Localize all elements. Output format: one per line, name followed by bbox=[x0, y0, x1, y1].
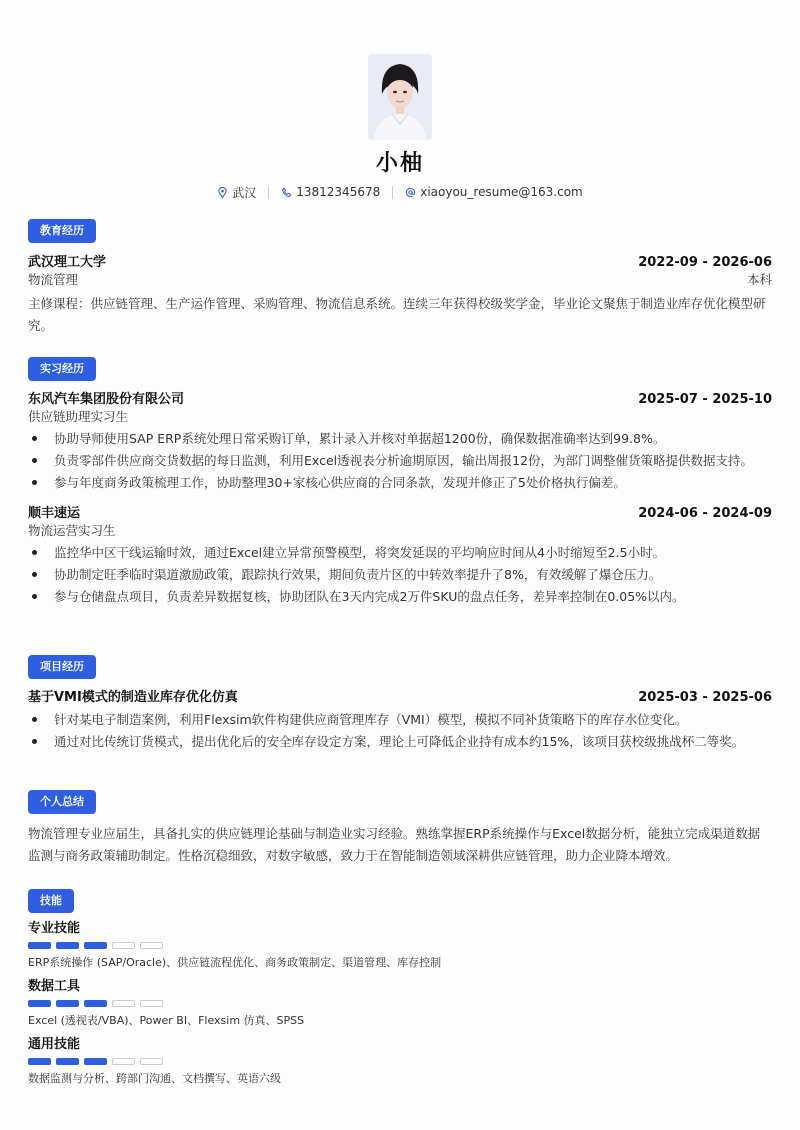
internship-entry bbox=[28, 505, 772, 605]
education-subheader bbox=[28, 271, 772, 288]
location-icon bbox=[217, 187, 228, 198]
contact-email[interactable] bbox=[405, 185, 583, 199]
bullet-item: 协助制定旺季临时渠道激励政策，跟踪执行效果，期间负责片区的中转效率提升了8%，有效缓解了爆仓压力。 bbox=[28, 566, 772, 583]
internship-header bbox=[28, 505, 772, 522]
company-name: 东风汽车集团股份有限公司 bbox=[28, 392, 185, 407]
internship-section bbox=[28, 357, 772, 605]
section-title: 技能 bbox=[28, 889, 74, 913]
project-header bbox=[28, 689, 772, 706]
section-title: 实习经历 bbox=[28, 357, 96, 381]
project-name: 基于VMI模式的制造业库存优化仿真 bbox=[28, 690, 238, 705]
skill-segment-empty bbox=[112, 1000, 135, 1007]
skill-segment-empty bbox=[140, 942, 163, 949]
internship-entry bbox=[28, 391, 772, 491]
skill-level-bar bbox=[28, 942, 772, 949]
bullet-item: 针对某电子制造案例，利用Flexsim软件构建供应商管理库存（VMI）模型，模拟不同补货策略下的库存水位变化。 bbox=[28, 711, 772, 728]
bullet-list bbox=[28, 430, 772, 491]
education-period: 2022-09 - 2026-06 bbox=[638, 255, 772, 270]
phone-icon bbox=[281, 187, 292, 198]
summary-section bbox=[28, 790, 772, 867]
major: 物流管理 bbox=[28, 272, 79, 287]
section-title: 教育经历 bbox=[28, 219, 96, 243]
skill-description: ERP系统操作 (SAP/Oracle)、供应链流程优化、商务政策制定、渠道管理、库存控制 bbox=[28, 956, 442, 969]
skill-segment-filled bbox=[56, 1058, 79, 1065]
role-title: 物流运营实习生 bbox=[28, 523, 116, 538]
skill-segment-filled bbox=[28, 942, 51, 949]
internship-header bbox=[28, 391, 772, 408]
contact-location bbox=[217, 184, 256, 201]
education-header bbox=[28, 254, 772, 271]
skill-segment-filled bbox=[56, 1000, 79, 1007]
divider bbox=[268, 186, 269, 199]
contact-phone bbox=[281, 185, 380, 199]
skill-segment-filled bbox=[56, 942, 79, 949]
internship-role bbox=[28, 408, 772, 425]
skill-description: Excel (透视表/VBA)、Power BI、Flexsim 仿真、SPSS bbox=[28, 1014, 305, 1027]
skill-segment-filled bbox=[28, 1000, 51, 1007]
skill-title: 数据工具 bbox=[28, 979, 81, 994]
phone-text: 13812345678 bbox=[296, 185, 381, 199]
skill-segment-filled bbox=[84, 1000, 107, 1007]
skill-segment-filled bbox=[28, 1058, 51, 1065]
skill-segment-empty bbox=[140, 1000, 163, 1007]
skill-segment-empty bbox=[112, 942, 135, 949]
degree: 本科 bbox=[746, 272, 772, 287]
contact-bar bbox=[0, 183, 800, 201]
skill-level-bar bbox=[28, 1000, 772, 1007]
divider bbox=[392, 186, 393, 199]
internship-period: 2024-06 - 2024-09 bbox=[638, 506, 772, 521]
skill-description: 数据监测与分析、跨部门沟通、文档撰写、英语六级 bbox=[28, 1072, 281, 1085]
internship-role bbox=[28, 522, 772, 539]
skill-segment-empty bbox=[140, 1058, 163, 1065]
skill-level-bar bbox=[28, 1058, 772, 1065]
bullet-item: 参与仓储盘点项目，负责差异数据复核，协助团队在3天内完成2万件SKU的盘点任务，差异率控制在0.05%以内。 bbox=[28, 588, 772, 605]
company-name: 顺丰速运 bbox=[28, 506, 81, 521]
skill-title: 专业技能 bbox=[28, 921, 81, 936]
school-name: 武汉理工大学 bbox=[28, 255, 107, 270]
bullet-item: 参与年度商务政策梳理工作，协助整理30+家核心供应商的合同条款，发现并修正了5处价格执行偏差。 bbox=[28, 474, 772, 491]
bullet-item: 协助导师使用SAP ERP系统处理日常采购订单，累计录入并核对单据超1200份，确保数据准确率达到99.8%。 bbox=[28, 430, 772, 447]
bullet-item: 通过对比传统订货模式，提出优化后的安全库存设定方案，理论上可降低企业持有成本约15%，该项目获校级挑战杯二等奖。 bbox=[28, 733, 772, 750]
location-text: 武汉 bbox=[232, 185, 257, 200]
bullet-item: 监控华中区干线运输时效，通过Excel建立异常预警模型，将突发延误的平均响应时间从4小时缩短至2.5小时。 bbox=[28, 544, 772, 561]
skill-group bbox=[28, 1036, 772, 1086]
skill-segment-filled bbox=[84, 942, 107, 949]
education-description: 主修课程：供应链管理、生产运作管理、采购管理、物流信息系统。连续三年获得校级奖学金，毕业论文聚焦于制造业库存优化模型研究。 bbox=[28, 296, 766, 333]
section-title: 项目经历 bbox=[28, 655, 96, 679]
education-section bbox=[28, 219, 772, 337]
skill-segment-empty bbox=[112, 1058, 135, 1065]
email-icon bbox=[405, 187, 416, 198]
skill-group bbox=[28, 920, 772, 970]
role-title: 供应链助理实习生 bbox=[28, 409, 129, 424]
bullet-list bbox=[28, 711, 772, 750]
profile-photo bbox=[368, 54, 432, 140]
candidate-name: 小柚 bbox=[375, 151, 424, 176]
email-text[interactable]: xiaoyou_resume@163.com bbox=[420, 185, 583, 199]
bullet-item: 负责零部件供应商交货数据的每日监测，利用Excel透视表分析逾期原因，输出周报12份，为部门调整催货策略提供数据支持。 bbox=[28, 452, 772, 469]
internship-period: 2025-07 - 2025-10 bbox=[638, 392, 772, 407]
skill-title: 通用技能 bbox=[28, 1037, 81, 1052]
skill-segment-filled bbox=[84, 1058, 107, 1065]
skills-section bbox=[28, 889, 772, 1086]
project-section bbox=[28, 655, 772, 750]
skill-group bbox=[28, 978, 772, 1028]
section-title: 个人总结 bbox=[28, 790, 96, 814]
project-period: 2025-03 - 2025-06 bbox=[638, 690, 772, 705]
bullet-list bbox=[28, 544, 772, 605]
summary-text: 物流管理专业应届生，具备扎实的供应链理论基础与制造业实习经验。熟练掌握ERP系统操作与Excel数据分析，能独立完成渠道数据监测与商务政策辅助制定。性格沉稳细致，对数字敏感，致力于在智能制造领域深耕供应链管理，助力企业降本增效。 bbox=[28, 826, 761, 863]
